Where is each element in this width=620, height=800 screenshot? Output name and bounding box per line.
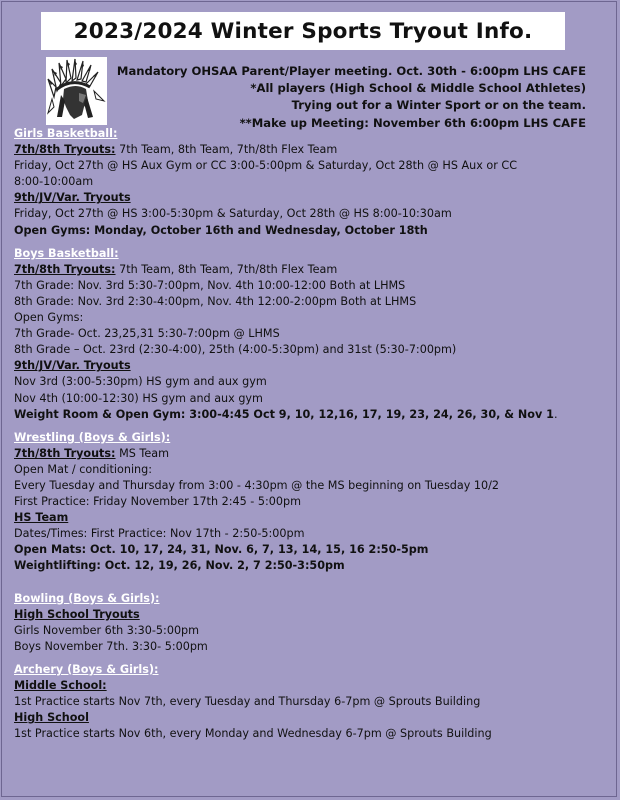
meeting-line-3: Trying out for a Winter Sport or on the team.	[291, 98, 586, 113]
boys-open-gyms-7: 7th Grade- Oct. 23,25,31 5:30-7:00pm @ LHMS	[14, 327, 280, 341]
school-logo-icon	[46, 57, 107, 125]
wrestling-open-mat: Open Mat / conditioning:	[14, 462, 153, 476]
boys-weight-room-text: Weight Room & Open Gym: 3:00-4:45 Oct 9, 10, 12,16, 17, 19, 23, 24, 26, 30, & Nov 1	[14, 407, 554, 421]
wrestling-hs-dates: Dates/Times: First Practice: Nov 17th - 2:50-5:00pm	[14, 527, 305, 541]
wrestling-ms-label: 7th/8th Tryouts:	[14, 446, 116, 460]
wrestling-ms-team: MS Team	[115, 446, 169, 460]
meeting-line-4: **Make up Meeting: November 6th 6:00pm LHS CAFE	[239, 115, 586, 130]
girls-hs-label: 9th/JV/Var. Tryouts	[14, 191, 131, 205]
title-banner	[41, 12, 565, 50]
wrestling-first-practice: First Practice: Friday November 17th 2:45 - 5:00pm	[14, 495, 301, 509]
boys-weight-room	[14, 407, 614, 423]
wrestling-hs-label: HS Team	[14, 511, 69, 525]
boys-open-gyms-label: Open Gyms:	[14, 311, 84, 325]
boys-hs-1: Nov 3rd (3:00-5:30pm) HS gym and aux gym	[14, 375, 267, 389]
boys-open-gyms-8: 8th Grade – Oct. 23rd (2:30-4:00), 25th (4:00-5:30pm) and 31st (5:30-7:00pm)	[14, 343, 457, 357]
girls-hs-dates: Friday, Oct 27th @ HS 3:00-5:30pm & Saturday, Oct 28th @ HS 8:00-10:30am	[14, 207, 452, 221]
wrestling-open-mats: Open Mats: Oct. 10, 17, 24, 31, Nov. 6, 7, 13, 14, 15, 16 2:50-5pm	[14, 543, 429, 557]
wrestling-weightlifting: Weightlifting: Oct. 12, 19, 26, Nov. 2, 7 2:50-3:50pm	[14, 559, 345, 573]
tryout-content	[14, 126, 614, 742]
boys-hs-2: Nov 4th (10:00-12:30) HS gym and aux gym	[14, 391, 263, 405]
boys-ms-label: 7th/8th Tryouts:	[14, 262, 116, 276]
wrestling-heading: Wrestling (Boys & Girls):	[14, 430, 171, 444]
girls-open-gyms: Open Gyms: Monday, October 16th and Wednesday, October 18th	[14, 223, 428, 237]
archery-ms-schedule: 1st Practice starts Nov 7th, every Tuesday and Thursday 6-7pm @ Sprouts Building	[14, 695, 481, 709]
boys-ms-tryouts	[14, 262, 614, 278]
bowling-heading: Bowling (Boys & Girls):	[14, 591, 160, 605]
girls-ms-dates-1: Friday, Oct 27th @ HS Aux Gym or CC 3:00-5:00pm & Saturday, Oct 28th @ HS Aux or CC	[14, 159, 518, 173]
girls-ms-tryouts	[14, 142, 614, 158]
archery-hs-label: High School	[14, 711, 89, 725]
boys-basketball-heading: Boys Basketball:	[14, 246, 119, 260]
girls-basketball-heading: Girls Basketball:	[14, 127, 118, 140]
boys-hs-label: 9th/JV/Var. Tryouts	[14, 359, 131, 373]
boys-ms-teams: 7th Team, 8th Team, 7th/8th Flex Team	[115, 262, 338, 276]
archery-heading: Archery (Boys & Girls):	[14, 662, 159, 676]
bowling-boys: Boys November 7th. 3:30- 5:00pm	[14, 639, 208, 653]
girls-ms-label: 7th/8th Tryouts:	[14, 143, 116, 157]
bowling-girls: Girls November 6th 3:30-5:00pm	[14, 623, 200, 637]
wrestling-ms-tryouts	[14, 446, 614, 462]
boys-grade7: 7th Grade: Nov. 3rd 5:30-7:00pm, Nov. 4th 10:00-12:00 Both at LHMS	[14, 278, 406, 292]
boys-grade8: 8th Grade: Nov. 3rd 2:30-4:00pm, Nov. 4th 12:00-2:00pm Both at LHMS	[14, 294, 417, 308]
page-title: 2023/2024 Winter Sports Tryout Info.	[73, 18, 533, 44]
girls-ms-teams: 7th Team, 8th Team, 7th/8th Flex Team	[115, 143, 338, 157]
bowling-hs-label: High School Tryouts	[14, 607, 140, 621]
meeting-line-2: *All players (High School & Middle School Athletes)	[250, 81, 586, 96]
archery-hs-schedule: 1st Practice starts Nov 6th, every Monday and Wednesday 6-7pm @ Sprouts Building	[14, 727, 492, 741]
girls-ms-dates-2: 8:00-10:00am	[14, 175, 94, 189]
wrestling-schedule: Every Tuesday and Thursday from 3:00 - 4:30pm @ the MS beginning on Tuesday 10/2	[14, 478, 500, 492]
meeting-line-1: Mandatory OHSAA Parent/Player meeting. Oct. 30th - 6:00pm LHS CAFE	[116, 64, 586, 78]
archery-ms-label: Middle School:	[14, 679, 107, 692]
boys-weight-room-end: .	[553, 407, 558, 421]
meeting-notice	[117, 63, 586, 132]
